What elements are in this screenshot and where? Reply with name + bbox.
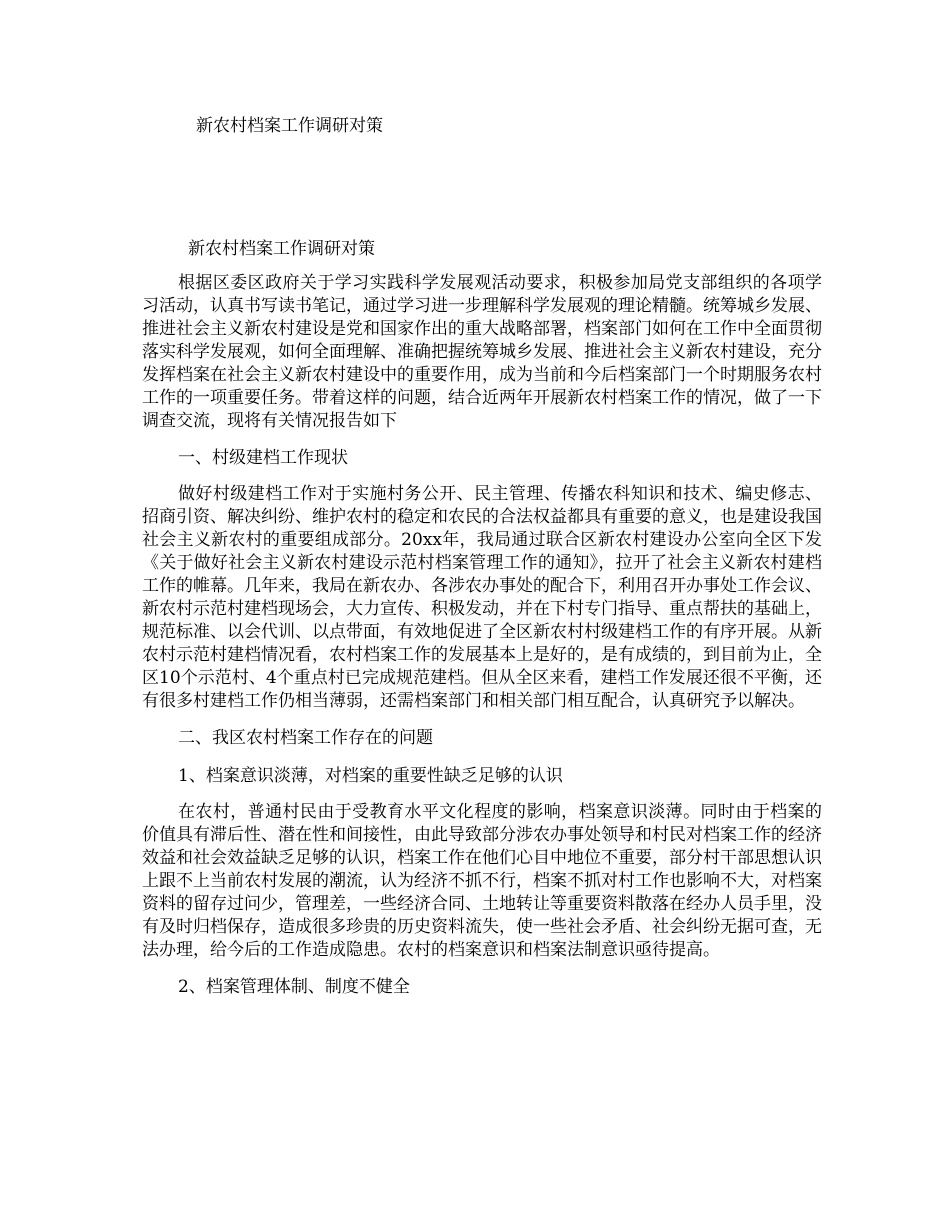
document-body	[142, 236, 822, 1012]
item-1-heading: 1、档案意识淡薄，对档案的重要性缺乏足够的认识	[178, 766, 563, 786]
document-subtitle: 新农村档案工作调研对策	[188, 239, 375, 259]
intro-paragraph: 根据区委区政府关于学习实践科学发展观活动要求，积极参加局党支部组织的各项学习活动，认真书写读书笔记，通过学习进一步理解科学发展观的理论精髓。统筹城乡发展、推进社会主义新农村建设是党和国家作出的重大战略部署，档案部门如何在工作中全面贯彻落实科学发展观，如何全面理解、准确把握统筹城乡发展、推进社会主义新农村建设，充分发挥档案在社会主义新农村建设中的重要作用，成为当前和今后档案部门一个时期服务农村工作的一项重要任务。带着这样的问题，结合近两年开展新农村档案工作的情况，做了一下调查交流，现将有关情况报告如下	[142, 273, 822, 431]
item-2-heading: 2、档案管理体制、制度不健全	[178, 977, 410, 997]
section-2-heading: 二、我区农村档案工作存在的问题	[178, 728, 433, 748]
item-1-paragraph: 在农村，普通村民由于受教育水平文化程度的影响，档案意识淡薄。同时由于档案的价值具有滞后性、潜在性和间接性，由此导致部分涉农办事处领导和村民对档案工作的经济效益和社会效益缺乏足够的认识，档案工作在他们心目中地位不重要，部分村干部思想认识上跟不上当前农村发展的潮流，认为经济不抓不行，档案不抓对村工作也影响不大，对档案资料的留存过问少，管理差，一些经济合同、土地转让等重要资料散落在经办人员手里，没有及时归档保存，造成很多珍贵的历史资料流失，使一些社会矛盾、社会纠纷无据可查，无法办理，给今后的工作造成隐患。农村的档案意识和档案法制意识亟待提高。	[142, 802, 822, 960]
document-title: 新农村档案工作调研对策	[196, 116, 383, 136]
section-1-paragraph: 做好村级建档工作对于实施村务公开、民主管理、传播农科知识和技术、编史修志、招商引资、解决纠纷、维护农村的稳定和农民的合法权益都具有重要的意义，也是建设我国社会主义新农村的重要组成部分。20xx年，我局通过联合区新农村建设办公室向全区下发《关于做好社会主义新农村建设示范村档案管理工作的通知》，拉开了社会主义新农村建档工作的帷幕。几年来，我局在新农办、各涉农办事处的配合下，利用召开办事处工作会议、新农村示范村建档现场会，大力宣传、积极发动，并在下村专门指导、重点帮扶的基础上，规范标准、以会代训、以点带面，有效地促进了全区新农村村级建档工作的有序开展。从新农村示范村建档情况看，农村档案工作的发展基本上是好的，是有成绩的，到目前为止，全区10个示范村、4个重点村已完成规范建档。但从全区来看，建档工作发展还很不平衡，还有很多村建档工作仍相当薄弱，还需档案部门和相关部门相互配合，认真研究予以解决。	[142, 484, 822, 711]
section-1-heading: 一、村级建档工作现状	[178, 448, 348, 468]
